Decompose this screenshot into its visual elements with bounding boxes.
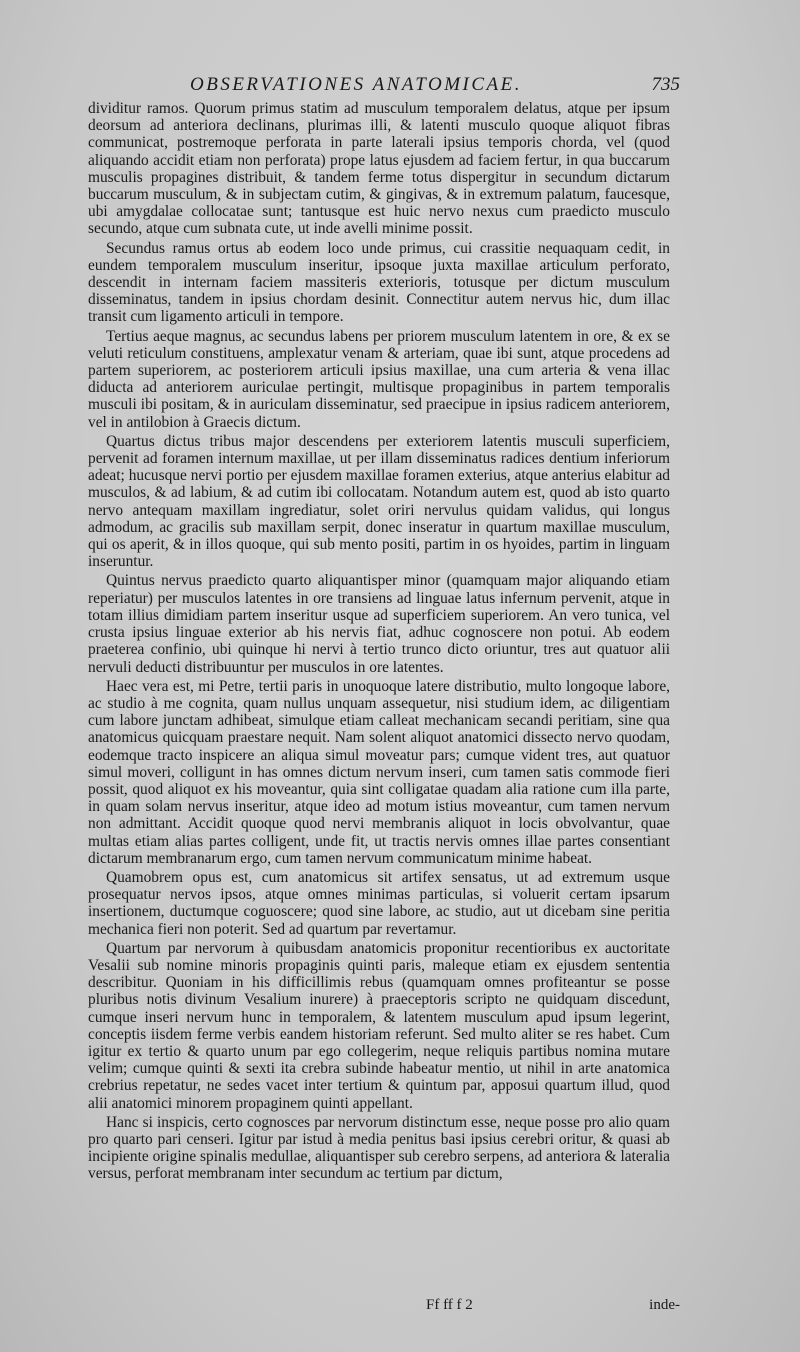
signature-mark: Ff ff f 2 [426,1297,473,1313]
catchword: inde- [649,1297,680,1313]
paragraph-8: Quartum par nervorum à quibusdam anatomicis proponitur recentioribus ex auctoritate Vesalii sub nomine minoris propaginis quinti paris, maleque etiam ex ejusdem sententia describitur. Quoniam in his difficillimis rebus (quamquam omnes profiteantur se posse pluribus notis divinum Vesalium inurere) à praeceptoris scripto ne quidquam discedunt, cumque inseri nervum hunc in temporalem, & latentem musculum apud ipsum legerint, conceptis iisdem ferme verbis eandem historiam referunt. Sed multo aliter se res habet. Cum igitur ex tertio & quarto unum par ego collegerim, neque reliquis partibus nomina mutare velim; cumque quinti & sexti ita crebra subinde habeatur mentio, ut nihil in arte anatomica crebrius repetatur, ne sedes vacet inter tertium & quintum par, apposui quartum illud, quod alii anatomici minorem propaginem quinti appellant. [88,939,670,1112]
paragraph-1: dividitur ramos. Quorum primus statim ad musculum temporalem delatus, atque per ipsum deorsum ad anteriora declinans, plurimas illi, & latenti musculo quoque aliquot fibras communicat, postremoque perforata in parte laterali ipsius temporis chorda, vel (quod aliquando accidit etiam non perforata) prope latus ejusdem ad faciem fertur, in qua buccarum musculis propagines distribuit, & tandem ferme totus dispergitur in secundum dictarum buccarum musculum, & in subjectam cutim, & gingivas, & in extremum palatum, faucesque, ubi amygdalae collocatae sunt; tantusque est huic nervo nexus cum praedicto musculo secundo, atque cum subnata cute, ut inde avelli minime possit. [88,100,670,238]
paragraph-7: Quamobrem opus est, cum anatomicus sit artifex sensatus, ut ad extremum usque prosequatur nervos ipsos, atque omnes minimas particulas, si voluerit certam ipsarum insertionem, ductumque coguoscere; quod sine labore, ac studio, aut ut dicebam sine peritia mechanica fieri non poterit. Sed ad quartum par revertamur. [88,868,670,938]
page-number: 735 [651,74,680,95]
page-header [100,74,680,100]
paragraph-4: Quartus dictus tribus major descendens per exteriorem latentis musculi superficiem, pervenit ad foramen internum maxillae, ut per illam disseminatus radices dentium inferiorum adeat; hucusque nervi portio per ejusdem maxillae foramen exterius, atque anterius elabitur ad musculos, & ad labium, & ad cutim ibi collocatam. Notandum autem est, quod ab isto quarto nervo antequam maxillam ingrediatur, solet oriri nervulus quidam validus, qui longus admodum, ac gracilis sub maxillam serpit, donec inseratur in quartum maxillae musculum, qui os aperit, & in illos quoque, qui sub mento positi, partim in os hyoides, partim in linguam inseruntur. [88,432,670,571]
paragraph-3: Tertius aeque magnus, ac secundus labens per priorem musculum latentem in ore, & ex se veluti reticulum constituens, amplexatur venam & arteriam, quae ibi sunt, atque procedens ad partem superiorem, ac posteriorem articuli ipsius maxillae, una cum arteria & vena illac diducta ad anteriorem auriculae pertingit, multisque propaginibus in partem temporalis musculi ibi positam, & in auriculam disseminatur, sed praecipue in ipsius radicem anteriorem, vel in antilobion à Graecis dictum. [88,327,670,431]
running-title: OBSERVATIONES ANATOMICAE. [190,74,523,95]
paragraph-5: Quintus nervus praedicto quarto aliquantisper minor (quamquam major aliquando etiam reperiatur) per musculos latentes in ore transiens ad linguae latus infernum pervenit, atque in totam illius dimidiam partem inseritur usque ad superficiem superiorem. An vero tunica, vel crusta ipsius linguae exterior ab his nervis fiat, adhuc cognoscere non potui. Ab eodem praeterea confinio, ubi quinque hi nervi à tertio trunco dicto oriuntur, tres aut quatuor alii nervuli deducti distribuuntur per musculos in ore latentes. [88,572,670,676]
page-footer [88,1297,680,1317]
paragraph-2: Secundus ramus ortus ab eodem loco unde primus, cui crassitie nequaquam cedit, in eundem temporalem musculum inseritur, ipsoque juxta maxillae articulum perforato, descendit in internam faciem massiteris exterioris, totusque per dictum musculum disseminatus, tandem in ipsius chordam desinit. Connectitur autem nervus hic, dum illac transit cum ligamento articuli in tempore. [88,239,670,326]
body-text [88,100,670,1185]
paragraph-9: Hanc si inspicis, certo cognosces par nervorum distinctum esse, neque posse pro alio quam pro quarto pari censeri. Igitur par istud à media penitus basi ipsius cerebri oritur, & quasi ab incipiente origine spinalis medullae, aliquantisper sub cerebro serpens, ad anteriora & lateralia versus, perforat membranam inter secundum ac tertium par dictum, [88,1113,670,1183]
paragraph-6: Haec vera est, mi Petre, tertii paris in unoquoque latere distributio, multo longoque labore, ac studio à me cognita, quam nullus unquam assequetur, nisi studium idem, ac diligentiam cum labore junctam adhibeat, simulque etiam calleat mechanicam secandi peritiam, sine qua anatomicus quicquam praestare nequit. Nam solent aliquot anatomici dissecto nervo quodam, eodemque tracto inspicere an aliqua simul moveatur pars; cumque vident tres, aut quatuor simul moveri, colligunt in has omnes dictum nervum inseri, cum tamen satis commode fieri possit, quod aliquot ex his moveantur, quia sint colligatae quadam alia ratione cum illa parte, in quam solam nervus inseritur, atque ideo ad motum istius moveantur, cum tamen nervum non admittant. Accidit quoque quod nervi membranis aliquot in locis obvolvantur, quae multas etiam alias partes colligent, unde fit, ut tractis nervis omnes illae partes consentiant dictarum membranarum ergo, cum tamen nervum communicatum minime habeat. [88,677,670,867]
